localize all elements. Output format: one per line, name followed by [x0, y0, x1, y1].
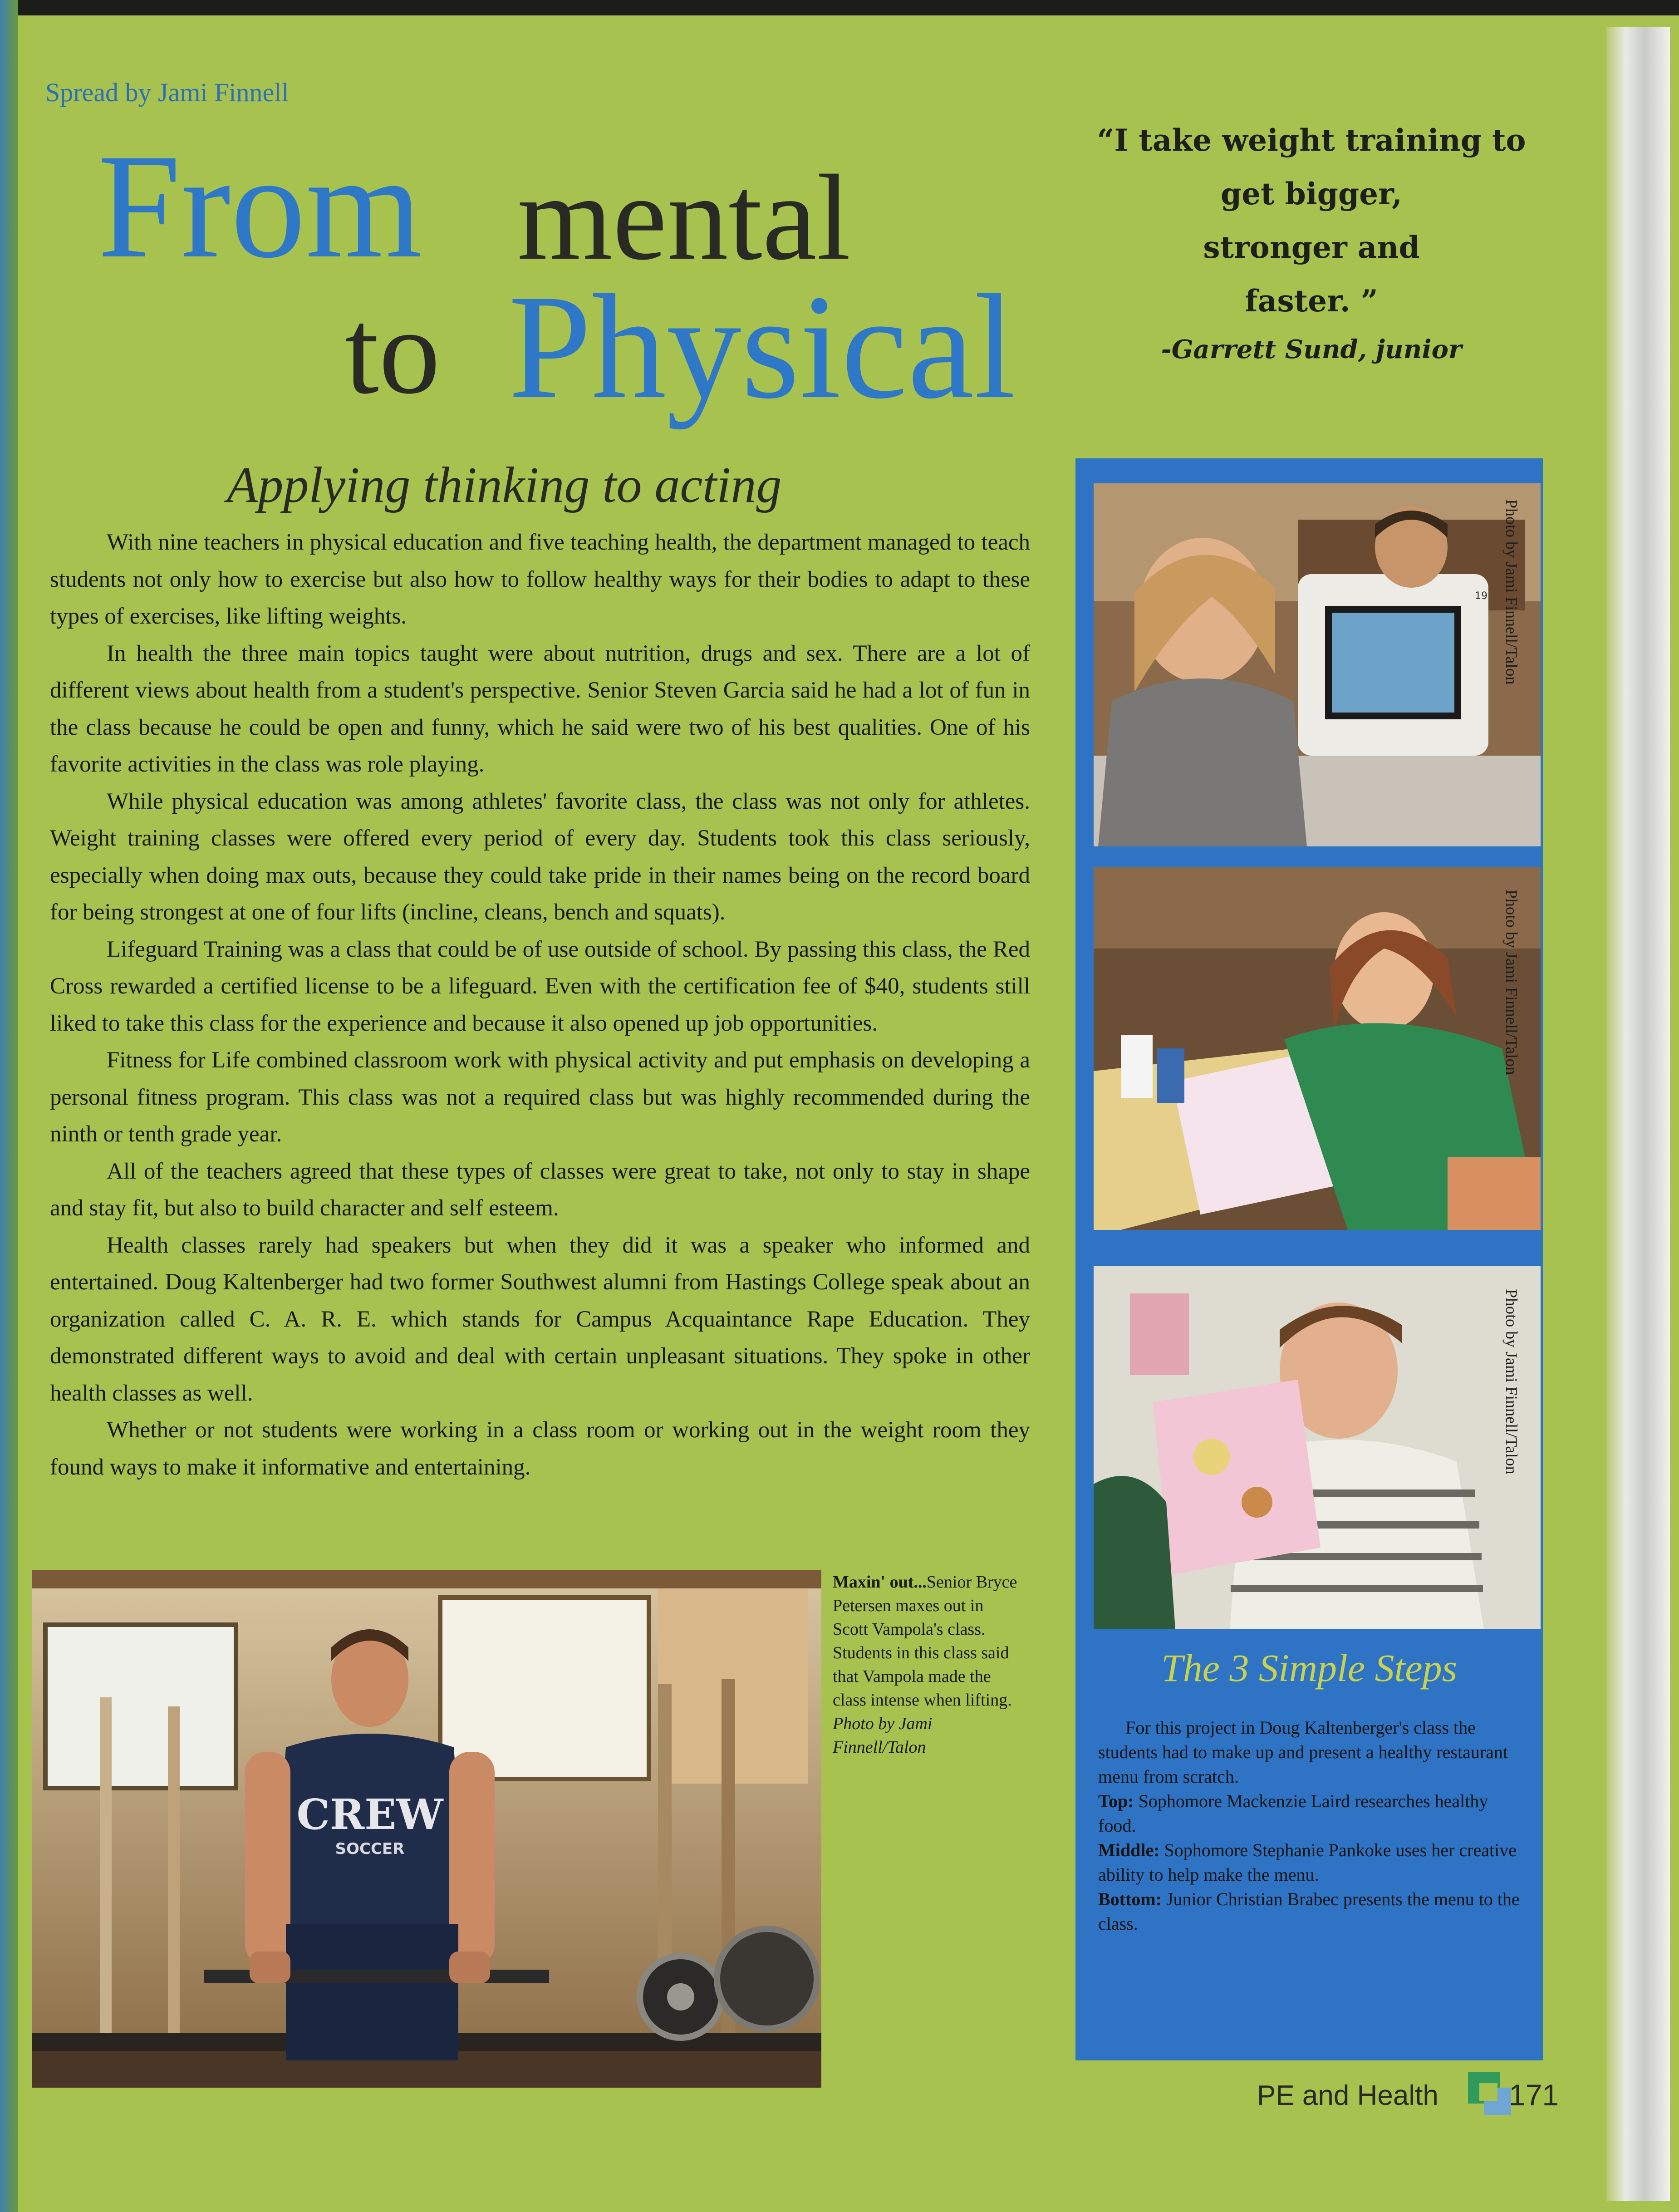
caption-credit: Photo by Jami Finnell/Talon — [833, 1714, 933, 1757]
footer-square-icon — [1479, 2083, 1497, 2101]
story-paragraph: Health classes rarely had speakers but when they did it was a speaker who informed and entertained. Doug Kaltenberger had two former Southwest alumni from Hastings College speak about an organization called C. A. R. E. which stands for Campus Acquaintance Rape Education. They demonstrated different ways to avoid and deal with certain unpleasant situations. They spoke in other health classes as well. — [50, 1232, 1030, 1406]
story-paragraph: In health the three main topics taught were about nutrition, drugs and sex. There are a lot of different views about health from a student's perspective. Senior Steven Garcia said he had a lot of fun in the class because he could be open and funny, which he said were two of his best qualities. One of his favorite activities in the class was role playing. — [50, 640, 1030, 777]
spread-credit: Spread by Jami Finnell — [45, 78, 289, 107]
sidebar-item-label: Middle: — [1098, 1840, 1160, 1860]
sidebar-panel — [1075, 458, 1543, 2060]
sidebar-title: The 3 Simple Steps — [1161, 1646, 1458, 1690]
sidebar-item — [1098, 1887, 1520, 1936]
sidebar-item-text: Junior Christian Brabec presents the menu to the class. — [1098, 1889, 1520, 1934]
binding-edge — [0, 0, 18, 2212]
sidebar-item — [1098, 1789, 1520, 1838]
photo-credit-middle: Photo by Jami Finnell/Talon — [1502, 890, 1521, 1075]
shirt-lettering: CREW — [296, 1790, 443, 1839]
page-top-shadow — [0, 0, 1679, 15]
story-paragraph: With nine teachers in physical education and five teaching health, the department managed to teach students not only how to exercise but also how to follow healthy ways for their bodies to adapt to these types of exercises, like lifting weights. — [50, 530, 1030, 629]
page-number: 171 — [1509, 2078, 1559, 2112]
weight-room-photo — [32, 1570, 821, 2088]
title-word-to: to — [345, 284, 441, 419]
weight-room-illustration — [32, 1570, 821, 2088]
menu-drawing-illustration — [1094, 867, 1541, 1230]
quote-line: get bigger, — [1220, 176, 1403, 211]
story-paragraph: While physical education was among athletes' favorite class, the class was not only for athletes. Weight training classes were offered every period of every day. Students took this class seriously, especially when doing max outs, because they could take pride in their names being on the record board for being strongest at one of four lifts (incline, cleans, bench and squats). — [50, 788, 1030, 925]
photo-credit-bottom: Photo by Jami Finnell/Talon — [1502, 1289, 1521, 1475]
sidebar-item-label: Bottom: — [1098, 1889, 1162, 1909]
quote-attribution: -Garrett Sund, junior — [1161, 334, 1462, 364]
photo-credit-top: Photo by Jami Finnell/Talon — [1502, 499, 1521, 685]
footer-section: PE and Health — [1257, 2080, 1438, 2111]
sidebar-item-label: Top: — [1098, 1791, 1134, 1811]
shirt-sub-lettering: SOCCER — [335, 1840, 405, 1858]
computer-lab-illustration — [1094, 483, 1541, 846]
story-paragraph: Lifeguard Training was a class that could be of use outside of school. By passing this class, the Red Cross rewarded a certified license to be a lifeguard. Even with the certification fee of $40, students still liked to take this class for the experience and because it also opened up job opportunities. — [50, 936, 1030, 1036]
caption-lead: Maxin' out... — [833, 1573, 927, 1592]
story-paragraph: Whether or not students were working in a class room or working out in the weight room they found ways to make it informative and entertaining. — [50, 1417, 1030, 1480]
title-word-mental: mental — [517, 150, 851, 285]
sidebar-photo-bottom — [1094, 1266, 1541, 1629]
monitor-number: 19 — [1475, 590, 1488, 602]
pull-quote — [1057, 113, 1566, 368]
quote-line: “I take weight training to — [1097, 123, 1526, 158]
sidebar-item-text: Sophomore Mackenzie Laird researches healthy food. — [1098, 1791, 1488, 1836]
sidebar-text — [1098, 1716, 1520, 1936]
story-paragraph: All of the teachers agreed that these types of classes were great to take, not only to stay in shape and stay fit, but also to build character and self esteem. — [50, 1158, 1030, 1221]
story-subhead: Applying thinking to acting — [227, 457, 782, 513]
menu-presentation-illustration — [1094, 1266, 1541, 1629]
sidebar-item — [1098, 1838, 1520, 1887]
title-word-physical: Physical — [508, 264, 1016, 430]
caption-text: Senior Bryce Petersen maxes out in Scott Vampola's class. Students in this class said that Vampola made the class intense when lifting. — [833, 1573, 1017, 1710]
photo-caption — [833, 1570, 1023, 1759]
page-edge-right — [1606, 27, 1670, 2201]
quote-line: faster. ” — [1245, 283, 1378, 319]
quote-line: stronger and — [1203, 230, 1420, 265]
story-body — [50, 524, 1030, 1486]
sidebar-photo-top — [1094, 483, 1541, 846]
title-word-from: From — [98, 123, 422, 289]
sidebar-item-text: Sophomore Stephanie Pankoke uses her creative ability to help make the menu. — [1098, 1840, 1517, 1885]
sidebar-photo-middle — [1094, 867, 1541, 1230]
sidebar-intro: For this project in Doug Kaltenberger's class the students had to make up and present a healthy restaurant menu from scratch. — [1098, 1717, 1508, 1787]
story-paragraph: Fitness for Life combined classroom work with physical activity and put emphasis on developing a personal fitness program. This class was not a required class but was highly recommended during the ninth or tenth grade year. — [50, 1047, 1030, 1147]
